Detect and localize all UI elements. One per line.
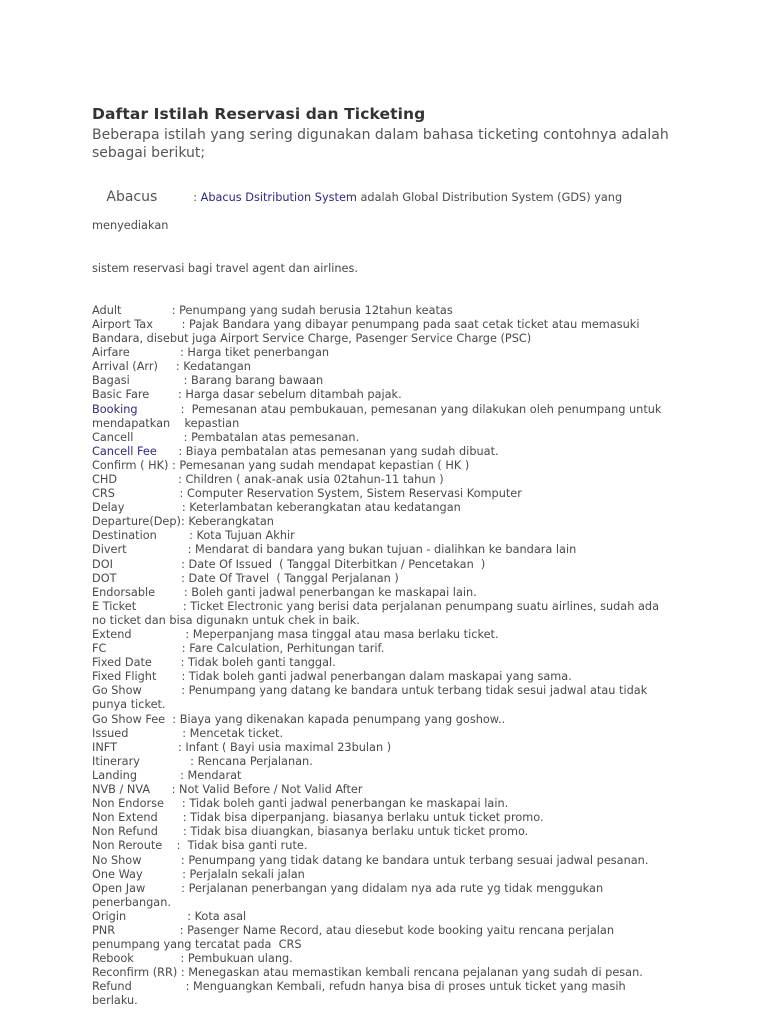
definition-text: : Pemesanan atau pembukauan, pemesanan yang dilakukan oleh penumpang untuk (137, 402, 662, 416)
glossary-entry-abacus (92, 176, 692, 304)
glossary-entry (92, 769, 692, 783)
entry-line: Landing : Mendarat (92, 768, 242, 782)
term-link[interactable]: Cancell Fee (92, 444, 157, 458)
glossary-entry (92, 529, 692, 543)
definition-part: adalah Global Distribution System (GDS) yang (356, 191, 623, 205)
glossary-entry (92, 445, 692, 459)
entry-line: E Ticket : Ticket Electronic yang berisi data perjalanan penumpang suatu airlines, sudah ada (92, 599, 660, 613)
glossary-entry (92, 811, 692, 825)
glossary-entry (92, 459, 692, 473)
entry-line: CRS : Computer Reservation System, Sistem Reservasi Komputer (92, 487, 522, 501)
glossary-entry (92, 910, 692, 924)
glossary-entry (92, 543, 692, 557)
entry-line: Reconfirm (RR) : Menegaskan atau memastikan kembali rencana pejalanan yang sudah di pesan. (92, 966, 643, 980)
entry-continuation-line: mendapatkan kepastian (92, 416, 240, 430)
entry-line (92, 445, 692, 459)
glossary-entry (92, 572, 692, 586)
entry-line: Refund : Menguangkan Kembali, refudn hanya bisa di proses untuk ticket yang masih (92, 980, 626, 994)
entry-line: Non Extend : Tidak bisa diperpanjang. biasanya berlaku untuk ticket promo. (92, 811, 544, 825)
glossary-entry (92, 304, 692, 318)
glossary-entry (92, 839, 692, 853)
glossary-entry (92, 980, 692, 1008)
entry-line: Itinerary : Rencana Perjalanan. (92, 754, 313, 768)
glossary-entry (92, 360, 692, 374)
abacus-link[interactable]: Abacus Dsitribution System (200, 191, 357, 205)
entry-line: Fixed Date : Tidak boleh ganti tanggal. (92, 656, 336, 670)
glossary-entry (92, 318, 692, 346)
glossary-entry (92, 882, 692, 910)
entry-continuation-line: no ticket dan bisa digunakn untuk chek in baik. (92, 613, 360, 627)
entry-line: Issued : Mencetak ticket. (92, 726, 284, 740)
entry-line: Departure(Dep): Keberangkatan (92, 515, 274, 529)
intro-paragraph: Beberapa istilah yang sering digunakan dalam bahasa ticketing contohnya adalah sebagai berikut; (92, 127, 669, 161)
document (92, 104, 692, 1009)
entry-line: FC : Fare Calculation, Perhitungan tarif. (92, 642, 385, 656)
entry-continuation-line: penumpang yang tercatat pada CRS (92, 938, 302, 952)
glossary-entry (92, 727, 692, 741)
glossary-entry (92, 741, 692, 755)
term-abacus: Abacus (106, 189, 158, 206)
entry-line: CHD : Children ( anak-anak usia 02tahun-11 tahun ) (92, 472, 444, 486)
glossary-entry (92, 431, 692, 445)
glossary-entry (92, 628, 692, 642)
entry-line: No Show : Penumpang yang tidak datang ke bandara untuk terbang sesuai jadwal pesanan. (92, 853, 649, 867)
definition-line: menyediakan (92, 219, 169, 233)
glossary-entry (92, 783, 692, 797)
entry-continuation-line: berlaku. (92, 994, 138, 1008)
glossary-entry (92, 854, 692, 868)
entry-line: Delay : Keterlambatan keberangkatan atau kedatangan (92, 501, 461, 515)
glossary-entry (92, 924, 692, 952)
glossary-entry (92, 586, 692, 600)
glossary-entry (92, 501, 692, 515)
glossary-entry (92, 346, 692, 360)
entry-line: One Way : Perjalaln sekali jalan (92, 867, 305, 881)
entry-line: PNR : Pasenger Name Record, atau diesebut kode booking yaitu rencana perjalan (92, 923, 614, 937)
entry-line: Extend : Meperpanjang masa tinggal atau masa berlaku ticket. (92, 628, 499, 641)
entry-line: Bagasi : Barang barang bawaan (92, 374, 324, 388)
entry-line: Cancell : Pembatalan atas pemesanan. (92, 430, 360, 444)
entry-line: Confirm ( HK) : Pemesanan yang sudah mendapat kepastian ( HK ) (92, 458, 470, 472)
glossary-list (92, 304, 692, 1009)
entry-line: NVB / NVA : Not Valid Before / Not Valid After (92, 783, 363, 797)
entry-line: Origin : Kota asal (92, 909, 247, 923)
glossary-entry (92, 515, 692, 529)
term-link[interactable]: Booking (92, 402, 138, 416)
glossary-entry (92, 713, 692, 727)
entry-line: DOT : Date Of Travel ( Tanggal Perjalanan ) (92, 571, 399, 585)
entry-line: Go Show Fee : Biaya yang dikenakan kapada penumpang yang goshow.. (92, 712, 506, 726)
entry-line: Endorsable : Boleh ganti jadwal penerbangan ke maskapai lain. (92, 585, 477, 599)
page-title: Daftar Istilah Reservasi dan Ticketing (92, 105, 426, 123)
glossary-entry (92, 670, 692, 684)
glossary-entry (92, 558, 692, 572)
entry-line: Adult : Penumpang yang sudah berusia 12tahun keatas (92, 303, 453, 317)
glossary-entry (92, 473, 692, 487)
glossary-entry (92, 797, 692, 811)
separator: : (157, 191, 201, 205)
glossary-entry (92, 403, 692, 431)
glossary-entry (92, 642, 692, 656)
definition-line: sistem reservasi bagi travel agent dan airlines. (92, 261, 358, 275)
glossary-entry (92, 755, 692, 769)
entry-line: Go Show : Penumpang yang datang ke bandara untuk terbang tidak sesui jadwal atau tidak (92, 684, 648, 698)
entry-line: Destination : Kota Tujuan Akhir (92, 529, 295, 543)
entry-line: INFT : Infant ( Bayi usia maximal 23bulan ) (92, 740, 392, 754)
glossary-entry (92, 374, 692, 388)
glossary-entry (92, 388, 692, 402)
glossary-entry (92, 600, 692, 628)
entry-line: Divert : Mendarat di bandara yang bukan tujuan - dialihkan ke bandara lain (92, 543, 577, 557)
entry-line: Airfare : Harga tiket penerbangan (92, 346, 330, 360)
entry-line (92, 403, 692, 417)
entry-line: Non Reroute : Tidak bisa ganti rute. (92, 839, 308, 853)
entry-line: Basic Fare : Harga dasar sebelum ditambah pajak. (92, 388, 402, 402)
entry-line: Non Endorse : Tidak boleh ganti jadwal penerbangan ke maskapai lain. (92, 797, 509, 811)
entry-continuation-line: Bandara, disebut juga Airport Service Charge, Pasenger Service Charge (PSC) (92, 332, 532, 346)
entry-line: Rebook : Pembukuan ulang. (92, 952, 293, 966)
glossary-entry (92, 952, 692, 966)
glossary-entry (92, 684, 692, 712)
entry-line: Non Refund : Tidak bisa diuangkan, biasanya berlaku untuk ticket promo. (92, 825, 529, 839)
entry-line: DOI : Date Of Issued ( Tanggal Diterbitkan / Pencetakan ) (92, 557, 486, 571)
entry-line: Fixed Flight : Tidak boleh ganti jadwal penerbangan dalam maskapai yang sama. (92, 670, 572, 684)
glossary-entry (92, 825, 692, 839)
definition-text: : Biaya pembatalan atas pemesanan yang sudah dibuat. (156, 444, 499, 458)
entry-line: Open Jaw : Perjalanan penerbangan yang didalam nya ada rute yg tidak menggukan (92, 881, 604, 895)
entry-line: Arrival (Arr) : Kedatangan (92, 360, 251, 374)
entry-line: Airport Tax : Pajak Bandara yang dibayar penumpang pada saat cetak ticket atau memasuki (92, 317, 640, 331)
glossary-entry (92, 656, 692, 670)
glossary-entry (92, 966, 692, 980)
glossary-entry (92, 868, 692, 882)
entry-continuation-line: punya ticket. (92, 698, 166, 712)
entry-continuation-line: penerbangan. (92, 895, 171, 909)
glossary-entry (92, 487, 692, 501)
